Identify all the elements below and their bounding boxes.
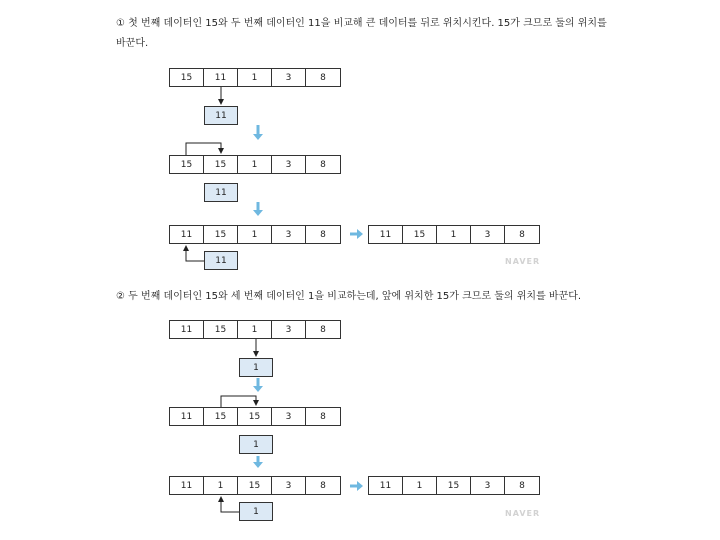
step2-temp-box-2: 1 [239, 435, 273, 454]
array-cell: 11 [170, 477, 204, 494]
array-cell: 11 [170, 408, 204, 425]
array-cell: 3 [272, 226, 306, 243]
array-cell: 8 [320, 159, 326, 170]
array-cell: 3 [272, 477, 306, 494]
step2-description: ② 두 번째 데이터인 15와 세 번째 데이터인 1을 비교하는데, 앞에 위치한 15가 크므로 둘의 위치를 바꾼다. [116, 291, 582, 302]
step2-array-shift [169, 407, 341, 426]
right-result-arrow-head [357, 229, 363, 239]
array-cell: 15 [204, 321, 238, 338]
array-cell: 15 [437, 477, 471, 494]
array-cell: 15 [238, 408, 272, 425]
step1-description: ① 첫 번째 데이터인 15와 두 번째 데이터인 11을 비교해 큰 데이터를 뒤로 위치시킨다. 15가 크므로 둘의 위치를 바꾼다. [116, 18, 607, 49]
array-cell: 1 [238, 321, 272, 338]
array-cell: 11 [369, 477, 403, 494]
step1-array-shift [169, 155, 341, 174]
array-cell: 8 [320, 480, 326, 491]
down-step-arrow-head [253, 386, 263, 392]
right-result-arrow-head [357, 481, 363, 491]
array-cell: 15 [170, 156, 204, 173]
step1-array-result [368, 225, 540, 244]
shift-arrow [221, 396, 256, 407]
array-cell: 1 [238, 69, 272, 86]
array-cell: 1 [403, 477, 437, 494]
array-cell: 1 [204, 477, 238, 494]
array-cell: 8 [320, 411, 326, 422]
array-cell: 1 [437, 226, 471, 243]
array-cell: 3 [471, 226, 505, 243]
down-step-arrow-head [253, 210, 263, 216]
array-cell: 8 [320, 72, 326, 83]
step2-array-initial [169, 320, 341, 339]
step2-temp-box-3: 1 [239, 502, 273, 521]
down-step-arrow-head [253, 134, 263, 140]
array-cell: 8 [519, 229, 525, 240]
insert-arrow [221, 497, 239, 512]
array-cell: 11 [369, 226, 403, 243]
array-cell: 15 [170, 69, 204, 86]
array-cell: 8 [519, 480, 525, 491]
array-cell: 3 [272, 408, 306, 425]
step2-array-insert [169, 476, 341, 495]
step1-array-initial [169, 68, 341, 87]
array-cell: 8 [320, 324, 326, 335]
array-cell: 15 [238, 477, 272, 494]
array-cell: 3 [272, 69, 306, 86]
step1-temp-box-1: 11 [204, 106, 238, 125]
array-cell: 11 [170, 321, 204, 338]
watermark: NAVER [505, 257, 541, 266]
array-cell: 15 [204, 156, 238, 173]
array-cell: 8 [320, 229, 326, 240]
insert-arrow [186, 246, 204, 261]
step1-array-insert [169, 225, 341, 244]
array-cell: 3 [272, 321, 306, 338]
array-cell: 3 [272, 156, 306, 173]
step1-temp-box-2: 11 [204, 183, 238, 202]
step2-array-result [368, 476, 540, 495]
down-step-arrow-head [253, 462, 263, 468]
array-cell: 3 [471, 477, 505, 494]
array-cell: 15 [204, 408, 238, 425]
array-cell: 1 [238, 156, 272, 173]
array-cell: 15 [403, 226, 437, 243]
shift-arrow [186, 143, 221, 155]
array-cell: 11 [170, 226, 204, 243]
array-cell: 11 [204, 69, 238, 86]
array-cell: 15 [204, 226, 238, 243]
watermark: NAVER [505, 509, 541, 518]
step2-temp-box-1: 1 [239, 358, 273, 377]
array-cell: 1 [238, 226, 272, 243]
step1-temp-box-3: 11 [204, 251, 238, 270]
